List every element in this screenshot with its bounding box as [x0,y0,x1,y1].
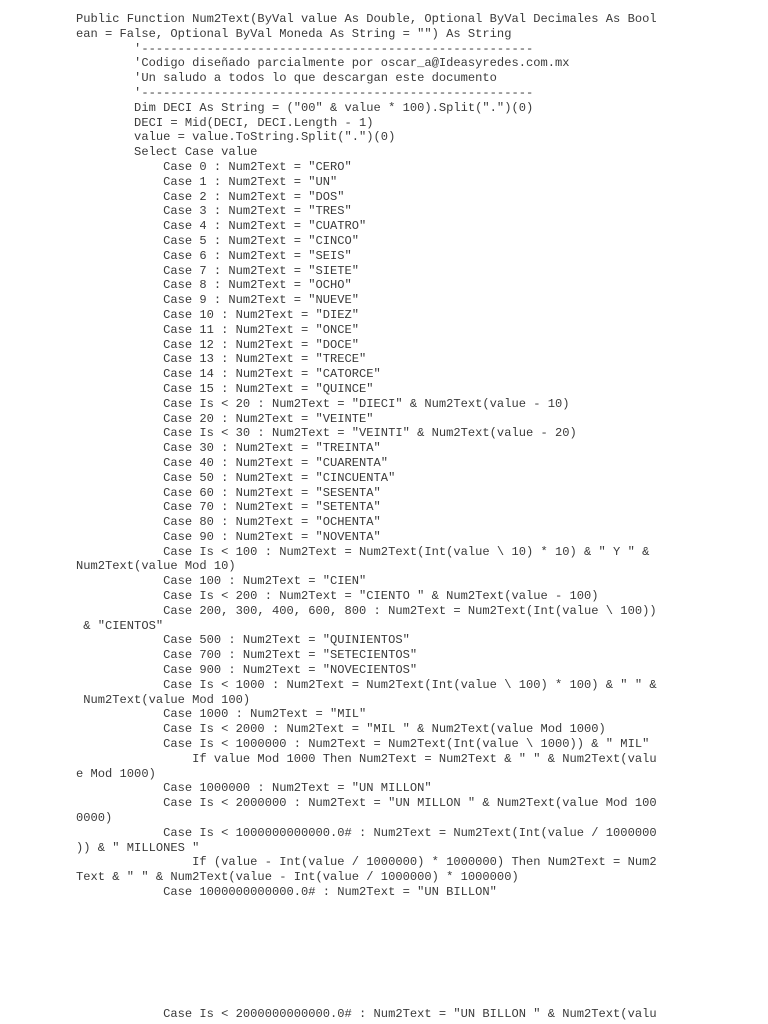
code-line: Case 11 : Num2Text = "ONCE" [76,322,360,337]
code-line: Num2Text(value Mod 10) [76,559,236,574]
code-line: Case 9 : Num2Text = "NUEVE" [76,293,360,308]
code-line: Case 5 : Num2Text = "CINCO" [76,233,360,248]
code-line: Dim DECI As String = ("00" & value * 100).Split(".")(0) [76,100,534,115]
code-line: Case Is < 20 : Num2Text = "DIECI" & Num2Text(value - 10) [76,396,570,411]
code-line: Case 13 : Num2Text = "TRECE" [76,352,367,367]
code-line: If value Mod 1000 Then Num2Text = Num2Text & " " & Num2Text(valu [76,751,657,766]
code-line: Case 14 : Num2Text = "CATORCE" [76,367,381,382]
code-line: Case 6 : Num2Text = "SEIS" [76,248,352,263]
code-line: Case 15 : Num2Text = "QUINCE" [76,381,374,396]
code-line: 'Un saludo a todos lo que descargan este documento [76,71,497,86]
code-line: 0000) [76,811,113,826]
code-line: 'Codigo diseñado parcialmente por oscar_a@Ideasyredes.com.mx [76,56,570,71]
code-line: Case 7 : Num2Text = "SIETE" [76,263,360,278]
code-line: Select Case value [76,145,258,160]
code-line: Case 20 : Num2Text = "VEINTE" [76,411,374,426]
code-line: Case Is < 100 : Num2Text = Num2Text(Int(value \ 10) * 10) & " Y " & [76,544,650,559]
code-line: Case Is < 2000000 : Num2Text = "UN MILLON " & Num2Text(value Mod 100 [76,796,657,811]
code-line: Case 1000000 : Num2Text = "UN MILLON" [76,781,432,796]
code-line: Case 40 : Num2Text = "CUARENTA" [76,455,389,470]
code-line: Case 10 : Num2Text = "DIEZ" [76,307,360,322]
code-line: Case 200, 300, 400, 600, 800 : Num2Text = Num2Text(Int(value \ 100)) [76,603,657,618]
code-line: Case 500 : Num2Text = "QUINIENTOS" [76,633,410,648]
code-line: Case 1000000000000.0# : Num2Text = "UN BILLON" [76,885,497,900]
code-line: Case 700 : Num2Text = "SETECIENTOS" [76,648,418,663]
code-line: value = value.ToString.Split(".")(0) [76,130,396,145]
code-line: e Mod 1000) [76,766,156,781]
code-line: Case 50 : Num2Text = "CINCUENTA" [76,470,396,485]
code-line: '------------------------------------------------------ [76,85,534,100]
code-line: Case 900 : Num2Text = "NOVECIENTOS" [76,663,418,678]
code-line-bottom: Case Is < 2000000000000.0# : Num2Text = "UN BILLON " & Num2Text(valu [76,1007,657,1021]
code-line: & "CIENTOS" [76,618,164,633]
code-line: )) & " MILLONES " [76,840,200,855]
code-line: Case 8 : Num2Text = "OCHO" [76,278,352,293]
code-line: Case 2 : Num2Text = "DOS" [76,189,345,204]
code-line: Case 3 : Num2Text = "TRES" [76,204,352,219]
code-line: Case Is < 30 : Num2Text = "VEINTI" & Num2Text(value - 20) [76,426,577,441]
code-line: Case 80 : Num2Text = "OCHENTA" [76,515,381,530]
code-line: DECI = Mid(DECI, DECI.Length - 1) [76,115,374,130]
code-line: Case 90 : Num2Text = "NOVENTA" [76,529,381,544]
code-line: Case Is < 1000000 : Num2Text = Num2Text(Int(value \ 1000)) & " MIL" [76,737,650,752]
code-line: If (value - Int(value / 1000000) * 1000000) Then Num2Text = Num2 [76,855,657,870]
code-line: Num2Text(value Mod 100) [76,692,251,707]
code-listing [76,12,676,900]
code-line: Case Is < 1000000000000.0# : Num2Text = Num2Text(Int(value / 1000000 [76,825,657,840]
code-line: Case Is < 200 : Num2Text = "CIENTO " & Num2Text(value - 100) [76,589,599,604]
code-line: Case 12 : Num2Text = "DOCE" [76,337,360,352]
code-line: Case Is < 2000 : Num2Text = "MIL " & Num2Text(value Mod 1000) [76,722,606,737]
code-line: Case 0 : Num2Text = "CERO" [76,159,352,174]
code-line: Case 100 : Num2Text = "CIEN" [76,574,367,589]
code-line: Text & " " & Num2Text(value - Int(value / 1000000) * 1000000) [76,870,519,885]
code-line: ean = False, Optional ByVal Moneda As String = "") As String [76,26,512,41]
code-line: Case 60 : Num2Text = "SESENTA" [76,485,381,500]
code-line: Case 70 : Num2Text = "SETENTA" [76,500,381,515]
code-line: Case 30 : Num2Text = "TREINTA" [76,441,381,456]
code-line: Case 4 : Num2Text = "CUATRO" [76,219,367,234]
code-line: Case Is < 1000 : Num2Text = Num2Text(Int(value \ 100) * 100) & " " & [76,677,657,692]
code-line: Case 1 : Num2Text = "UN" [76,174,338,189]
code-line: Public Function Num2Text(ByVal value As Double, Optional ByVal Decimales As Bool [76,12,657,26]
code-line: Case 1000 : Num2Text = "MIL" [76,707,367,722]
code-line: '------------------------------------------------------ [76,41,534,56]
